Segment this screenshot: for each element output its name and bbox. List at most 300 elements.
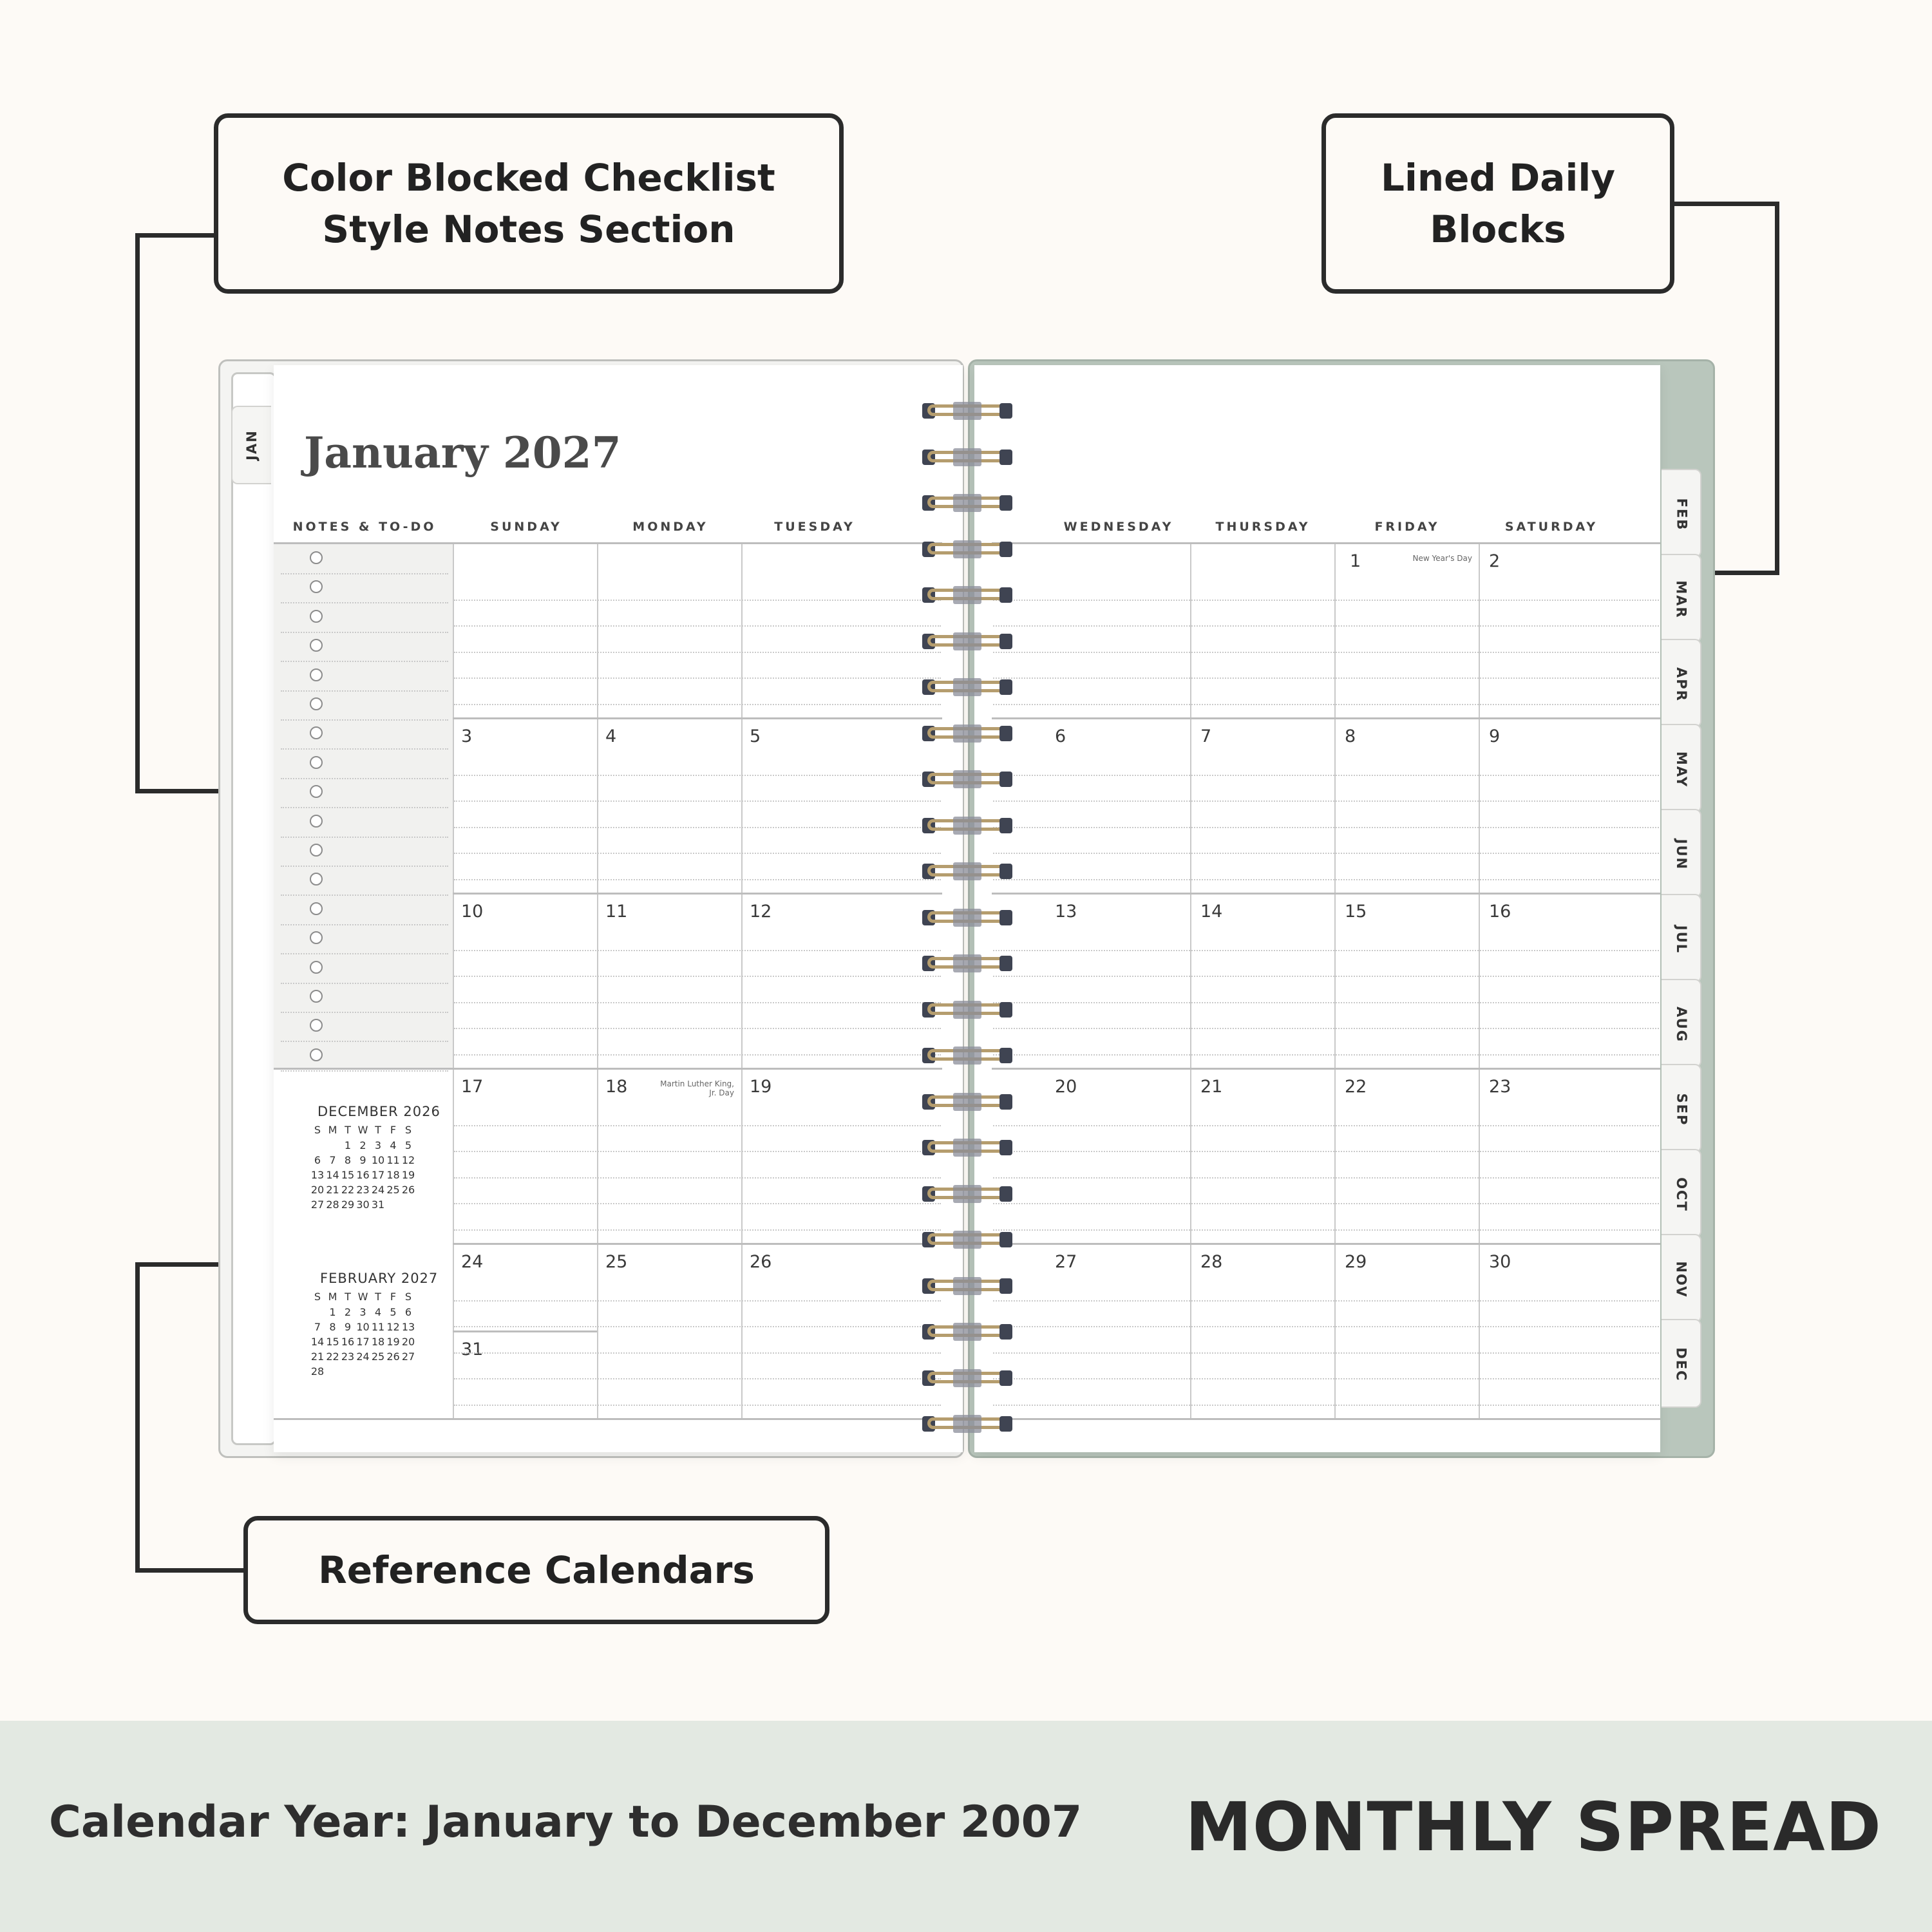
grid-line-vertical [597, 542, 598, 1418]
holiday-label: New Year's Day [1412, 554, 1472, 563]
mini-date: 1 [344, 1139, 352, 1151]
coil-part [953, 448, 981, 466]
daily-line [454, 1054, 941, 1056]
day-header-friday: FRIDAY [1374, 520, 1440, 534]
coil-part [953, 586, 981, 604]
spiral-coil [922, 909, 1012, 927]
grid-line-horizontal [992, 1068, 1660, 1070]
spiral-coil [922, 1093, 1012, 1111]
note-line [281, 895, 448, 896]
tab-text: APR [1673, 667, 1689, 702]
mini-weekday: S [314, 1124, 321, 1136]
date-28: 28 [1200, 1252, 1223, 1272]
date-17: 17 [461, 1077, 484, 1097]
daily-line [993, 827, 1659, 828]
mini-date: 3 [359, 1306, 366, 1318]
spiral-coil [922, 402, 1012, 420]
mini-date: 18 [386, 1169, 400, 1181]
note-line [281, 983, 448, 984]
checkbox-circle [310, 756, 323, 769]
spiral-coil [922, 1277, 1012, 1295]
coil-part [953, 1369, 981, 1387]
mini-weekday: S [314, 1291, 321, 1303]
mini-date: 10 [356, 1321, 370, 1333]
spiral-coil [922, 1323, 1012, 1341]
mini-date: 12 [401, 1154, 415, 1166]
tab-jul[interactable] [1662, 894, 1701, 983]
tab-label [1662, 725, 1701, 814]
spiral-coil [922, 1231, 1012, 1249]
daily-line [454, 652, 941, 653]
date-29: 29 [1345, 1252, 1367, 1272]
tab-text: AUG [1674, 1007, 1689, 1043]
daily-line [454, 600, 941, 601]
mini-date: 16 [341, 1336, 355, 1348]
coil-part [999, 542, 1012, 557]
mini-date: 5 [390, 1306, 397, 1318]
coil-part [953, 1185, 981, 1203]
mini-date: 9 [344, 1321, 352, 1333]
daily-line [454, 950, 941, 951]
mini-date: 24 [356, 1350, 370, 1363]
coil-part [953, 1139, 981, 1157]
daily-line [993, 853, 1659, 854]
tab-jun[interactable] [1662, 809, 1701, 898]
mini-weekday: T [345, 1291, 351, 1303]
date-13: 13 [1055, 902, 1077, 922]
coil-part [999, 772, 1012, 787]
notes-section [274, 542, 453, 1068]
coil-part [999, 587, 1012, 603]
day-header-monday: MONDAY [632, 520, 708, 534]
daily-line [993, 1028, 1659, 1029]
checkbox-circle [310, 551, 323, 564]
mini-date: 7 [329, 1154, 336, 1166]
date-1: 1 [1350, 551, 1361, 571]
spiral-coil [922, 862, 1012, 880]
date-12: 12 [750, 902, 772, 922]
coil-part [953, 954, 981, 972]
coil-part [953, 724, 981, 743]
coil-part [953, 494, 981, 512]
connector-line [1775, 202, 1779, 575]
date-27: 27 [1055, 1252, 1077, 1272]
tab-label [1662, 1150, 1701, 1239]
coil-part [999, 1324, 1012, 1340]
mini-date: 15 [326, 1336, 339, 1348]
mini-date: 22 [326, 1350, 339, 1363]
callout-lined-blocks [1321, 113, 1674, 294]
date-19: 19 [750, 1077, 772, 1097]
daily-line [993, 976, 1659, 977]
mini-date: 17 [371, 1169, 385, 1181]
day-header-sunday: SUNDAY [490, 520, 562, 534]
mini-weekday: T [345, 1124, 351, 1136]
daily-line [454, 704, 941, 705]
daily-line [993, 879, 1659, 880]
coil-part [999, 818, 1012, 833]
daily-line [993, 775, 1659, 776]
coil-part [953, 1001, 981, 1019]
note-line [281, 1041, 448, 1042]
tab-dec[interactable] [1662, 1319, 1701, 1408]
date-21: 21 [1200, 1077, 1223, 1097]
coil-part [999, 1140, 1012, 1155]
daily-line [454, 1028, 941, 1029]
spiral-coil [922, 448, 1012, 466]
tab-oct[interactable] [1662, 1149, 1701, 1238]
grid-line-vertical [1334, 542, 1336, 1418]
date-30: 30 [1489, 1252, 1511, 1272]
coil-part [953, 1231, 981, 1249]
mini-date: 24 [371, 1184, 385, 1196]
date-26: 26 [750, 1252, 772, 1272]
daily-line [993, 1300, 1659, 1302]
daily-line [993, 600, 1659, 601]
tab-may[interactable] [1662, 724, 1701, 813]
callout-lined-text: Lined Daily Blocks [1380, 156, 1616, 251]
date-10: 10 [461, 902, 484, 922]
tab-text: OCT [1674, 1177, 1689, 1212]
daily-line [993, 1352, 1659, 1354]
daily-line [454, 879, 941, 880]
callout-reference-text: Reference Calendars [318, 1548, 755, 1592]
tab-jan[interactable]: JAN [231, 406, 271, 484]
daily-line [993, 1054, 1659, 1056]
mini-weekday: M [328, 1124, 337, 1136]
callout-notes-text: Color Blocked Checklist Style Notes Section [282, 156, 775, 251]
connector-line [135, 233, 216, 238]
tab-label [1662, 810, 1701, 899]
mini-date: 19 [401, 1169, 415, 1181]
mini-date: 9 [359, 1154, 366, 1166]
mini-date: 10 [371, 1154, 385, 1166]
mini-date: 14 [310, 1336, 325, 1348]
note-line [281, 632, 448, 633]
coil-part [953, 540, 981, 558]
daily-line [454, 976, 941, 977]
tab-mar[interactable] [1662, 554, 1701, 643]
spiral-coil [922, 1369, 1012, 1387]
coil-part [999, 956, 1012, 971]
connector-line [135, 233, 140, 793]
date-15: 15 [1345, 902, 1367, 922]
mini-date: 31 [371, 1198, 385, 1211]
mini-date: 23 [356, 1184, 370, 1196]
spiral-coil [922, 1139, 1012, 1157]
checkbox-circle [310, 610, 323, 623]
checkbox-circle [310, 902, 323, 915]
mini-date: 29 [341, 1198, 355, 1211]
grid-line-horizontal [453, 893, 942, 895]
connector-line [135, 1568, 246, 1573]
checkbox-circle [310, 961, 323, 974]
checkbox-circle [310, 815, 323, 828]
mini-weekday: T [375, 1124, 381, 1136]
date-6: 6 [1055, 726, 1066, 746]
daily-line [993, 652, 1659, 653]
note-line [281, 602, 448, 603]
day-header-tuesday: TUESDAY [774, 520, 855, 534]
date-3: 3 [461, 726, 473, 746]
checkbox-circle [310, 1048, 323, 1061]
spiral-coil [922, 770, 1012, 788]
daily-line [454, 1326, 941, 1327]
mini-date: 8 [344, 1154, 352, 1166]
daily-line [454, 1002, 941, 1003]
grid-line-horizontal [453, 1331, 597, 1332]
mini-weekday: F [390, 1124, 397, 1136]
mini-date: 4 [374, 1306, 382, 1318]
coil-part [999, 1370, 1012, 1386]
coil-part [953, 1323, 981, 1341]
coil-part [999, 1186, 1012, 1202]
callout-reference-calendars [243, 1516, 829, 1624]
daily-line [993, 1203, 1659, 1204]
date-31: 31 [461, 1340, 484, 1359]
tab-label [1662, 470, 1701, 559]
grid-line-horizontal [453, 542, 942, 544]
tab-label [1662, 980, 1701, 1069]
coil-part [999, 403, 1012, 419]
grid-line-horizontal [992, 717, 1660, 719]
tab-nov[interactable] [1662, 1234, 1701, 1323]
grid-line-vertical [1479, 542, 1480, 1418]
spiral-coil [922, 540, 1012, 558]
mini-date: 16 [356, 1169, 370, 1181]
mini-date: 30 [356, 1198, 370, 1211]
date-8: 8 [1345, 726, 1356, 746]
mini-date: 27 [310, 1198, 325, 1211]
coil-part [953, 1093, 981, 1111]
note-line [281, 1070, 448, 1072]
date-25: 25 [605, 1252, 628, 1272]
coil-part [999, 726, 1012, 741]
mini-date: 25 [371, 1350, 385, 1363]
mini-date: 23 [341, 1350, 355, 1363]
coil-part [953, 817, 981, 835]
mini-date: 15 [341, 1169, 355, 1181]
checkbox-circle [310, 990, 323, 1003]
daily-line [993, 1326, 1659, 1327]
tab-sep[interactable] [1662, 1064, 1701, 1153]
daily-line [993, 1002, 1659, 1003]
daily-line [454, 1177, 941, 1179]
daily-line [454, 1352, 941, 1354]
coil-part [953, 1415, 981, 1433]
tab-feb[interactable] [1662, 469, 1701, 558]
date-7: 7 [1200, 726, 1212, 746]
mini-date: 6 [314, 1154, 321, 1166]
date-11: 11 [605, 902, 628, 922]
grid-line-horizontal [992, 1243, 1660, 1245]
mini-date: 26 [386, 1350, 400, 1363]
daily-line [454, 677, 941, 679]
mini-date: 21 [326, 1184, 339, 1196]
grid-line-vertical [741, 542, 743, 1418]
note-line [281, 748, 448, 750]
date-20: 20 [1055, 1077, 1077, 1097]
daily-line [993, 677, 1659, 679]
spiral-coil [922, 1415, 1012, 1433]
mini-date: 28 [310, 1365, 325, 1378]
coil-part [953, 1046, 981, 1065]
daily-line [993, 1125, 1659, 1126]
mini-date: 19 [386, 1336, 400, 1348]
daily-line [454, 775, 941, 776]
grid-line-horizontal [274, 1418, 454, 1420]
coil-part [953, 862, 981, 880]
tab-label [1662, 1320, 1701, 1409]
mini-weekday: W [357, 1124, 368, 1136]
spiral-coil [922, 1185, 1012, 1203]
connector-line [1672, 202, 1779, 206]
mini-date: 22 [341, 1184, 355, 1196]
tab-text: MAR [1673, 580, 1689, 619]
grid-line-horizontal [274, 1068, 454, 1070]
tab-text: NOV [1674, 1261, 1689, 1298]
tab-aug[interactable] [1662, 979, 1701, 1068]
date-24: 24 [461, 1252, 484, 1272]
date-5: 5 [750, 726, 761, 746]
coil-part [999, 1002, 1012, 1018]
tab-label [1662, 555, 1701, 644]
tab-text: FEB [1673, 498, 1689, 531]
daily-line [454, 1203, 941, 1204]
mini-date: 4 [390, 1139, 397, 1151]
mini-weekday: S [404, 1124, 412, 1136]
checkbox-circle [310, 697, 323, 710]
footer-monthly-spread: MONTHLY SPREAD [1185, 1788, 1882, 1866]
daily-line [993, 1177, 1659, 1179]
coil-part [999, 864, 1012, 879]
grid-line-horizontal [453, 717, 942, 719]
mini-date: 13 [401, 1321, 415, 1333]
mini-date: 20 [310, 1184, 325, 1196]
coil-part [999, 450, 1012, 465]
grid-line-vertical [453, 542, 454, 1418]
tab-text: JUN [1673, 838, 1689, 871]
grid-line-horizontal [992, 542, 1660, 544]
mini-date: 18 [371, 1336, 385, 1348]
daily-line [454, 1151, 941, 1152]
coil-part [999, 634, 1012, 649]
coil-part [999, 1416, 1012, 1432]
date-18: 18 [605, 1077, 628, 1097]
tab-label [1662, 1235, 1701, 1324]
tab-text: DEC [1673, 1347, 1689, 1382]
mini-weekday: S [404, 1291, 412, 1303]
date-23: 23 [1489, 1077, 1511, 1097]
daily-line [993, 1229, 1659, 1231]
daily-line [993, 800, 1659, 802]
checkbox-circle [310, 668, 323, 681]
note-line [281, 1012, 448, 1013]
mini-date: 12 [386, 1321, 400, 1333]
date-2: 2 [1489, 551, 1501, 571]
note-line [281, 807, 448, 808]
date-4: 4 [605, 726, 617, 746]
coil-part [953, 770, 981, 788]
coil-part [999, 1094, 1012, 1110]
tab-label [1662, 895, 1701, 984]
callout-notes-section [214, 113, 844, 294]
mini-date: 3 [374, 1139, 382, 1151]
mini-weekday: F [390, 1291, 397, 1303]
mini-date: 25 [386, 1184, 400, 1196]
spiral-coil [922, 494, 1012, 512]
day-header-wednesday: WEDNESDAY [1063, 520, 1174, 534]
date-9: 9 [1489, 726, 1501, 746]
spiral-coil [922, 817, 1012, 835]
coil-part [953, 402, 981, 420]
spiral-coil [922, 724, 1012, 743]
mini-date: 27 [401, 1350, 415, 1363]
notes-header: NOTES & TO-DO [292, 520, 437, 534]
spiral-coil [922, 1001, 1012, 1019]
mini-date: 5 [404, 1139, 412, 1151]
mini-date: 11 [371, 1321, 385, 1333]
daily-line [993, 1378, 1659, 1379]
note-line [281, 953, 448, 954]
grid-line-horizontal [992, 1418, 1660, 1420]
tab-text: MAY [1673, 751, 1689, 788]
daily-line [454, 853, 941, 854]
day-header-thursday: THURSDAY [1215, 520, 1311, 534]
mini-date: 26 [401, 1184, 415, 1196]
spiral-coil [922, 678, 1012, 696]
note-line [281, 778, 448, 779]
grid-line-horizontal [453, 1418, 942, 1420]
coil-part [999, 495, 1012, 511]
spiral-coil [922, 586, 1012, 604]
mini-calendar-feb-title: FEBRUARY 2027 [320, 1271, 439, 1286]
daily-line [993, 1405, 1659, 1406]
planner-cover-inner [231, 372, 276, 1445]
mini-weekday: W [357, 1291, 368, 1303]
daily-line [454, 1405, 941, 1406]
tab-label [1662, 1065, 1701, 1154]
daily-line [454, 625, 941, 627]
daily-line [454, 1229, 941, 1231]
mini-date: 11 [386, 1154, 400, 1166]
mini-date: 21 [310, 1350, 325, 1363]
mini-date: 2 [344, 1306, 352, 1318]
grid-line-horizontal [453, 1068, 942, 1070]
coil-part [953, 1277, 981, 1295]
mini-date: 1 [329, 1306, 336, 1318]
daily-line [454, 800, 941, 802]
daily-line [993, 704, 1659, 705]
note-line [281, 719, 448, 721]
grid-line-horizontal [992, 893, 1660, 895]
daily-line [454, 1300, 941, 1302]
mini-date: 8 [329, 1321, 336, 1333]
daily-line [454, 1378, 941, 1379]
coil-part [999, 1278, 1012, 1294]
coil-part [953, 632, 981, 650]
daily-line [993, 1151, 1659, 1152]
tab-apr[interactable] [1662, 639, 1701, 728]
mini-date: 20 [401, 1336, 415, 1348]
daily-line [993, 625, 1659, 627]
mini-date: 2 [359, 1139, 366, 1151]
coil-part [953, 909, 981, 927]
mini-date: 14 [326, 1169, 339, 1181]
mini-calendar-dec-title: DECEMBER 2026 [317, 1104, 440, 1119]
tab-text: SEP [1674, 1093, 1689, 1126]
spiral-coil [922, 632, 1012, 650]
